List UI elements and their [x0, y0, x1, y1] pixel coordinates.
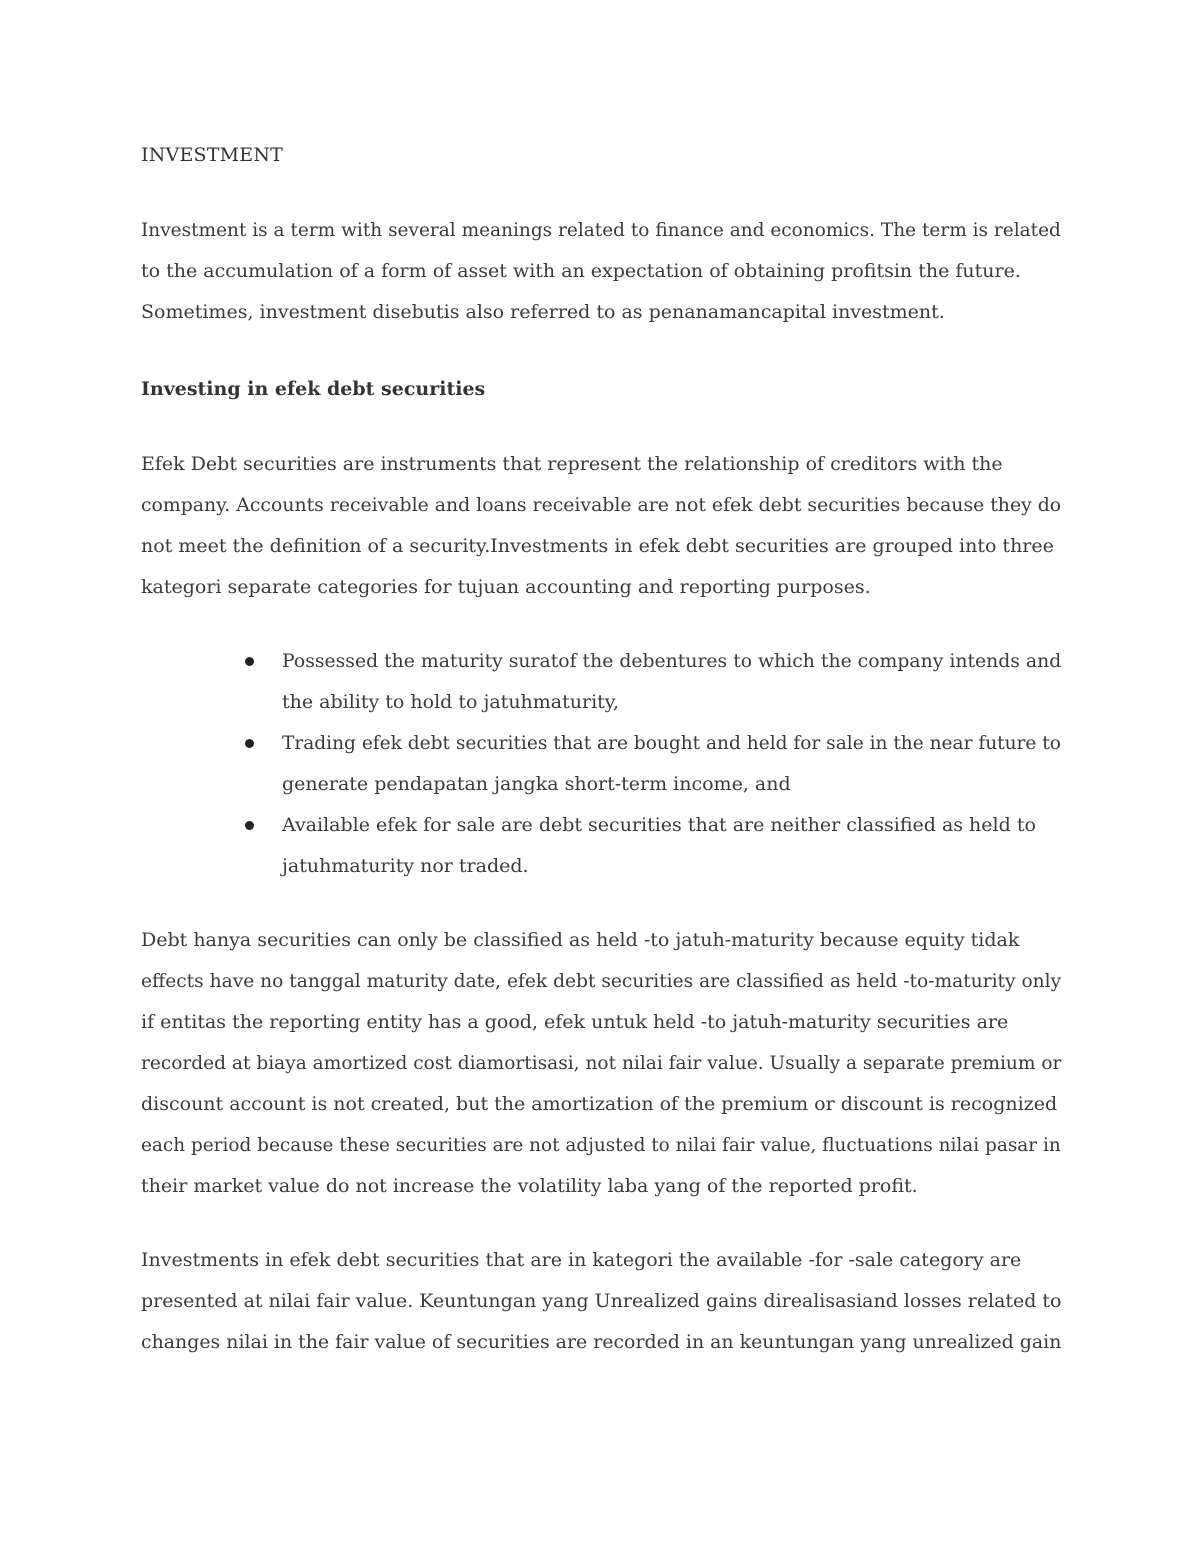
afs-line: presented at nilai fair value. Keuntungan yang Unrealized gains direalisasiand losses related to: [141, 1290, 1062, 1312]
section-intro-line: kategori separate categories for tujuan accounting and reporting purposes.: [141, 576, 871, 598]
bullet-dot-icon: [245, 821, 254, 830]
debt-line: recorded at biaya amortized cost diamortisasi, not nilai fair value. Usually a separate premium or: [141, 1052, 1062, 1074]
intro-line: Investment is a term with several meanings related to finance and economics. The term is related: [141, 219, 1061, 241]
bullet-item: [141, 723, 1061, 805]
debt-line: discount account is not created, but the amortization of the premium or discount is recognized: [141, 1093, 1058, 1115]
document-title: INVESTMENT: [141, 144, 284, 166]
debt-line: Debt hanya securities can only be classified as held -to jatuh-maturity because equity tidak: [141, 929, 1020, 951]
intro-paragraph: [141, 210, 1061, 333]
debt-line: each period because these securities are not adjusted to nilai fair value, fluctuations nilai pasar in: [141, 1134, 1061, 1156]
bullet-line: Available efek for sale are debt securities that are neither classified as held to: [282, 814, 1036, 836]
debt-line: their market value do not increase the volatility laba yang of the reported profit.: [141, 1175, 918, 1197]
bullet-line: the ability to hold to jatuhmaturity,: [282, 691, 620, 713]
intro-line: Sometimes, investment disebutis also referred to as penanamancapital investment.: [141, 301, 945, 323]
bullet-line: jatuhmaturity nor traded.: [282, 855, 529, 877]
section-intro-line: Efek Debt securities are instruments that represent the relationship of creditors with the: [141, 453, 1003, 475]
intro-line: to the accumulation of a form of asset with an expectation of obtaining profitsin the future.: [141, 260, 1021, 282]
afs-line: changes nilai in the fair value of securities are recorded in an keuntungan yang unrealized gain: [141, 1331, 1062, 1353]
debt-line: if entitas the reporting entity has a good, efek untuk held -to jatuh-maturity securities are: [141, 1011, 1009, 1033]
bullet-item: [141, 805, 1061, 887]
bullet-line: Trading efek debt securities that are bought and held for sale in the near future to: [282, 732, 1061, 754]
bullet-dot-icon: [245, 657, 254, 666]
bullet-item: [141, 641, 1061, 723]
section-intro-paragraph: [141, 444, 1061, 608]
bullet-line: Possessed the maturity suratof the debentures to which the company intends and: [282, 650, 1062, 672]
section-heading: Investing in efek debt securities: [141, 378, 486, 400]
bullet-dot-icon: [245, 739, 254, 748]
bullet-line: generate pendapatan jangka short-term income, and: [282, 773, 791, 795]
available-for-sale-paragraph: [141, 1240, 1061, 1363]
debt-line: effects have no tanggal maturity date, efek debt securities are classified as held -to-maturity only: [141, 970, 1062, 992]
debt-paragraph: [141, 920, 1061, 1207]
category-bullet-list: [141, 641, 1061, 887]
afs-line: Investments in efek debt securities that are in kategori the available -for -sale category are: [141, 1249, 1022, 1271]
section-intro-line: not meet the definition of a security.Investments in efek debt securities are grouped into three: [141, 535, 1054, 557]
section-intro-line: company. Accounts receivable and loans receivable are not efek debt securities because they do: [141, 494, 1062, 516]
